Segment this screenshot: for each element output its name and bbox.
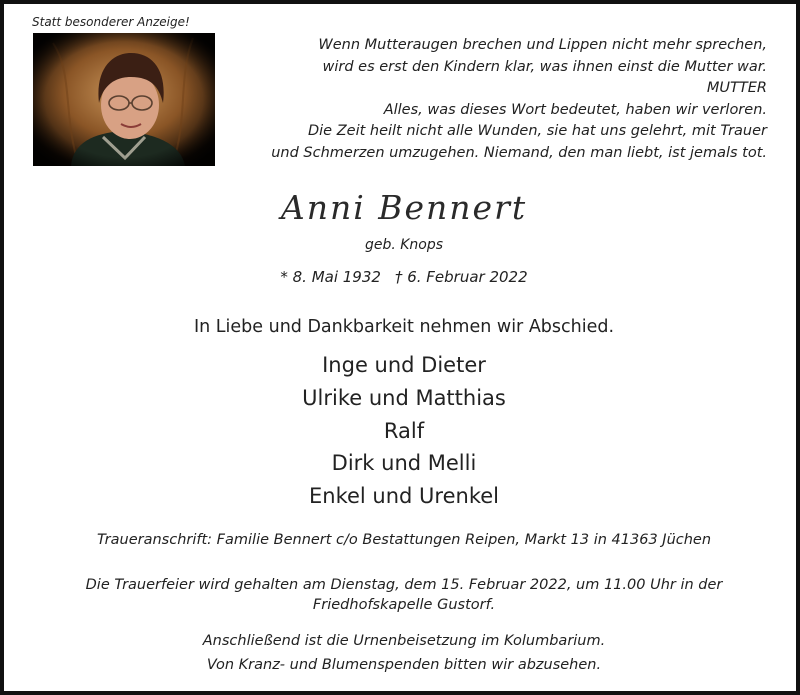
birth-date: * 8. Mai 1932 [280, 268, 381, 286]
ceremony-line: Die Trauerfeier wird gehalten am Dienstag, dem 15. Februar 2022, um 11.00 Uhr in der [85, 577, 723, 593]
poem-line: Wenn Mutteraugen brechen und Lippen nicht mehr sprechen, [318, 37, 767, 53]
portrait-photo [33, 33, 215, 166]
poem-line: Die Zeit heilt nicht alle Wunden, sie hat uns gelehrt, mit Trauer [307, 123, 767, 140]
life-dates [4, 268, 800, 286]
poem-line: Alles, was dieses Wort bedeutet, haben wir verloren. [383, 101, 767, 118]
mourner-entry: Inge und Dieter [322, 353, 486, 377]
closing-line: Von Kranz- und Blumenspenden bitten wir abzusehen. [206, 656, 602, 673]
funeral-ceremony-info [4, 575, 800, 615]
closing-line: Anschließend ist die Urnenbeisetzung im Kolumbarium. [202, 633, 606, 649]
notice-label: Statt besonderer Anzeige! [32, 15, 190, 29]
birth-name: geb. Knops [364, 237, 444, 253]
mourners-list [4, 349, 800, 513]
closing-notes [4, 630, 800, 677]
farewell-line: In Liebe und Dankbarkeit nehmen wir Abschied. [193, 317, 615, 337]
ceremony-line: Friedhofskapelle Gustorf. [312, 597, 496, 613]
deceased-name: Anni Bennert [280, 188, 528, 227]
poem [247, 35, 767, 165]
poem-line: und Schmerzen umzugehen. Niemand, den man liebt, ist jemals tot. [271, 144, 767, 161]
poem-line: MUTTER [706, 80, 767, 97]
poem-line: wird es erst den Kindern klar, was ihnen einst die Mutter war. [322, 58, 767, 75]
mourning-address: Traueranschrift: Familie Bennert c/o Bestattungen Reipen, Markt 13 in 41363 Jüchen [96, 532, 712, 548]
mourner-entry: Ralf [383, 418, 425, 443]
mourner-entry: Ulrike und Matthias [302, 385, 506, 410]
death-date: † 6. Februar 2022 [394, 268, 528, 286]
mourner-entry: Dirk und Melli [331, 451, 477, 476]
mourner-entry: Enkel und Urenkel [309, 484, 499, 509]
